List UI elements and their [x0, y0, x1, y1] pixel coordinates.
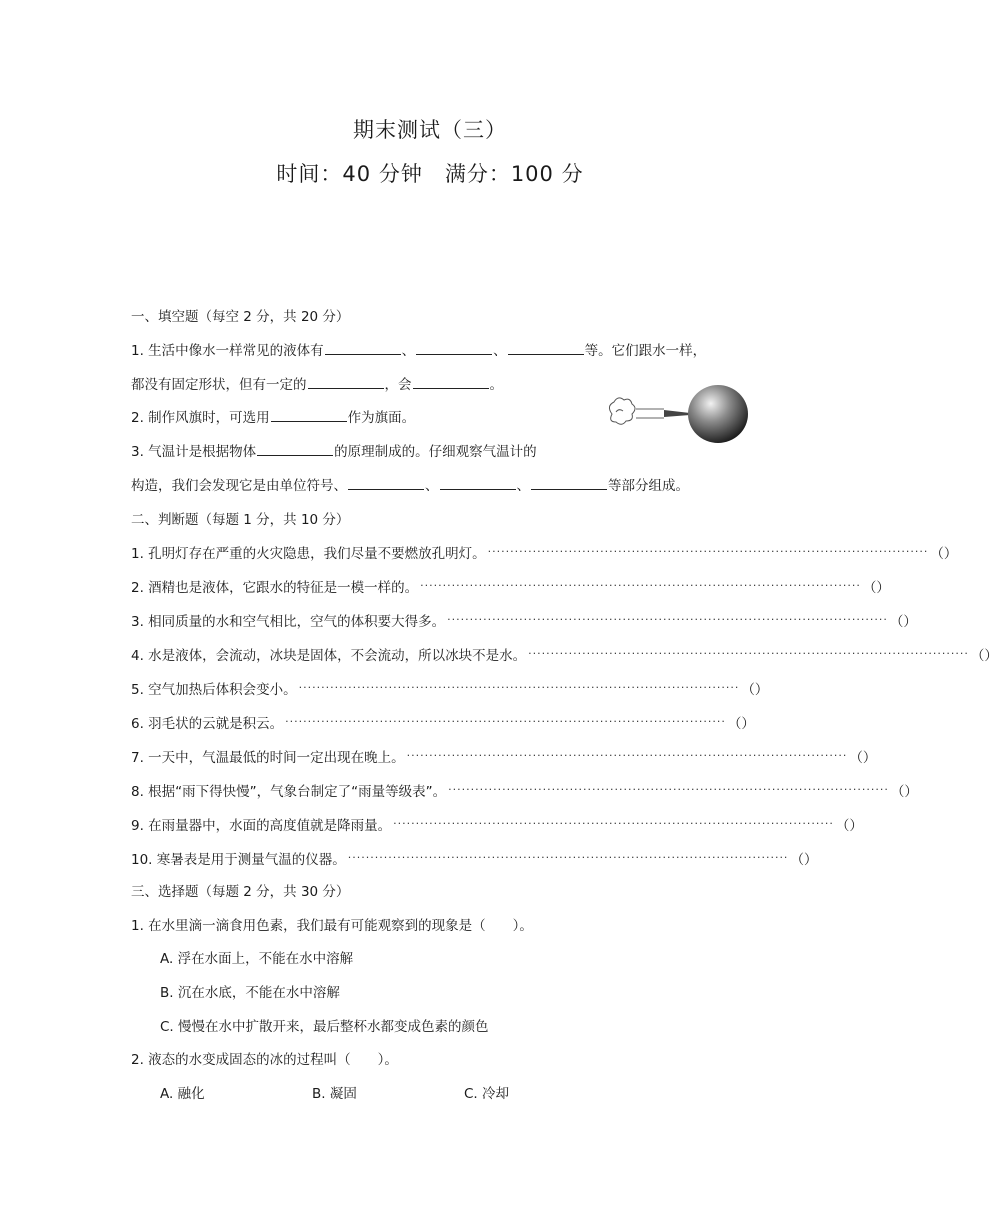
judgement-item: [131, 610, 917, 630]
balloon-neck: [664, 410, 690, 417]
fill-question-1-line-1: 1. 生活中像水一样常见的液体有 、 、 等。它们跟水一样，: [131, 339, 706, 359]
judgement-text: 7. 一天中，气温最低的时间一定出现在晚上。: [131, 750, 405, 766]
judgement-text: 9. 在雨量器中，水面的高度值就是降雨量。: [131, 818, 392, 834]
dot-leader: ··································································································: [285, 715, 726, 728]
choice-option-a[interactable]: A. 浮在水面上，不能在水中溶解: [160, 951, 354, 967]
judgement-item: [131, 542, 958, 562]
exam-time-and-score: 时间：40 分钟 满分：100 分: [276, 162, 584, 186]
judgement-item: [131, 814, 863, 834]
dot-leader: ··································································································: [447, 613, 888, 626]
choice-option-b[interactable]: B. 凝固: [312, 1086, 357, 1102]
judgement-item: [131, 678, 769, 698]
answer-parentheses[interactable]: （ ）: [790, 852, 818, 868]
answer-parentheses[interactable]: （ ）: [930, 546, 958, 562]
section2-heading: 二、判断题（每题 1 分，共 10 分）: [131, 512, 350, 528]
answer-parentheses[interactable]: （ ）: [741, 682, 769, 698]
fill-question-3-line-1: 3. 气温计是根据物体 的原理制成的。仔细观察气温计的: [131, 440, 537, 460]
fill-question-1-line-2: 都没有固定形状，但有一定的 ，会 。: [131, 373, 503, 393]
choice-question-1-stem: 1. 在水里滴一滴食用色素，我们最有可能观察到的现象是（ ）。: [131, 918, 533, 934]
choice-question-2-stem: 2. 液态的水变成固态的冰的过程叫（ ）。: [131, 1052, 398, 1068]
answer-parentheses[interactable]: （ ）: [862, 580, 890, 596]
answer-parentheses[interactable]: （ ）: [890, 784, 918, 800]
dot-leader: ··································································································: [393, 817, 834, 830]
judgement-text: 1. 孔明灯存在严重的火灾隐患，我们尽量不要燃放孔明灯。: [131, 546, 486, 562]
judgement-item: [131, 848, 818, 868]
answer-blank[interactable]: [308, 374, 384, 389]
choice-option-c[interactable]: C. 慢慢在水中扩散开来，最后整杯水都变成色素的颜色: [160, 1019, 489, 1035]
judgement-item: [131, 576, 890, 596]
answer-blank[interactable]: [413, 374, 489, 389]
answer-parentheses[interactable]: （ ）: [970, 648, 998, 664]
dot-leader: ··································································································: [347, 851, 789, 864]
judgement-text: 3. 相同质量的水和空气相比，空气的体积要大得多。: [131, 614, 446, 630]
choice-option-b[interactable]: B. 沉在水底，不能在水中溶解: [160, 985, 340, 1001]
judgement-item: [131, 644, 998, 664]
judgement-text: 8. 根据“雨下得快慢”，气象台制定了“雨量等级表”。: [131, 784, 447, 800]
judgement-text: 2. 酒精也是液体，它跟水的特征是一模一样的。: [131, 580, 419, 596]
balloon-air-illustration: [602, 384, 752, 448]
dot-leader: ··································································································: [448, 783, 889, 796]
judgement-text: 4. 水是液体，会流动，冰块是固体，不会流动，所以冰块不是水。: [131, 648, 527, 664]
answer-parentheses[interactable]: （ ）: [835, 818, 863, 834]
choice-option-c[interactable]: C. 冷却: [464, 1086, 510, 1102]
answer-blank[interactable]: [416, 340, 492, 355]
answer-parentheses[interactable]: （ ）: [889, 614, 917, 630]
answer-blank[interactable]: [348, 475, 424, 490]
answer-blank[interactable]: [531, 475, 607, 490]
fill-question-2: 2. 制作风旗时，可选用 作为旗面。: [131, 406, 415, 426]
choice-option-a[interactable]: A. 融化: [160, 1086, 205, 1102]
fill-question-3-line-2: 构造，我们会发现它是由单位符号、 、 、 等部分组成。: [131, 474, 689, 494]
judgement-text: 10. 寒暑表是用于测量气温的仪器。: [131, 852, 346, 868]
section1-heading: 一、填空题（每空 2 分，共 20 分）: [131, 309, 350, 325]
section3-heading: 三、选择题（每题 2 分，共 30 分）: [131, 884, 350, 900]
air-puff-icon: [609, 398, 635, 424]
exam-title: 期末测试（三）: [353, 118, 507, 142]
judgement-text: 6. 羽毛状的云就是积云。: [131, 716, 284, 732]
answer-parentheses[interactable]: （ ）: [849, 750, 877, 766]
dot-leader: ··································································································: [420, 579, 861, 592]
judgement-item: [131, 712, 755, 732]
answer-parentheses[interactable]: （ ）: [727, 716, 755, 732]
dot-leader: ··································································································: [298, 681, 740, 694]
dot-leader: ··································································································: [528, 647, 969, 660]
judgement-text: 5. 空气加热后体积会变小。: [131, 682, 297, 698]
dot-leader: ··································································································: [406, 749, 848, 762]
answer-blank[interactable]: [325, 340, 401, 355]
answer-blank[interactable]: [271, 407, 347, 422]
judgement-item: [131, 780, 918, 800]
judgement-item: [131, 746, 877, 766]
answer-blank[interactable]: [440, 475, 516, 490]
answer-blank[interactable]: [257, 441, 333, 456]
balloon-body: [688, 385, 748, 443]
dot-leader: ··································································································: [487, 545, 929, 558]
answer-blank[interactable]: [508, 340, 584, 355]
